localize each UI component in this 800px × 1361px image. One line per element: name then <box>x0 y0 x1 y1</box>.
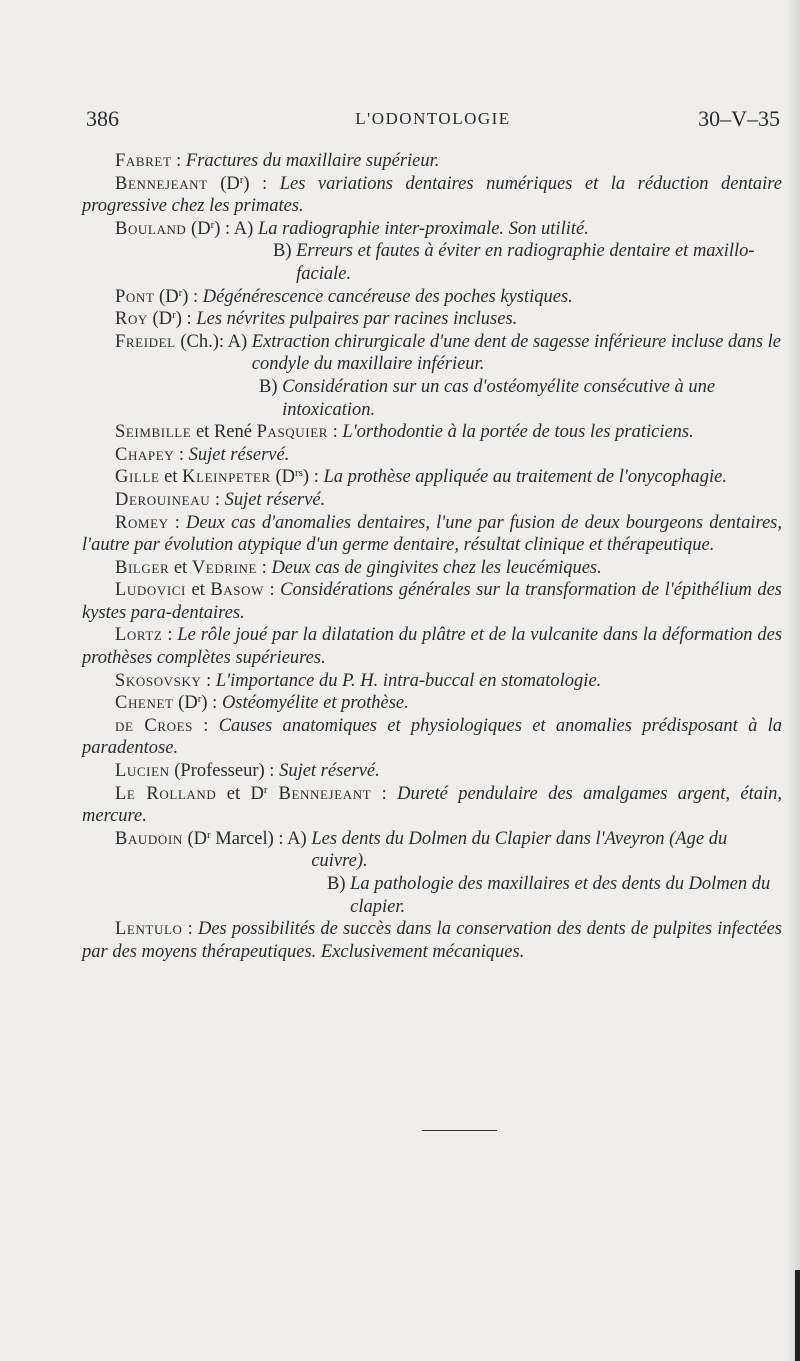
author-name: Skosovsky <box>115 670 202 691</box>
separator: : <box>171 151 186 171</box>
paper-title-a: La radiographie inter-proximale. Son utilité. <box>257 218 589 239</box>
title-suffix: Marcel) : A) <box>210 828 312 849</box>
separator: : <box>174 444 189 465</box>
author-name: Lucien <box>115 761 170 782</box>
paper-title: Les variations dentaires numériques et la réduction dentaire progressive chez les primates. <box>82 173 782 217</box>
entry-pont <box>82 286 782 309</box>
author-name: Bilger <box>115 557 170 578</box>
end-rule <box>422 1130 497 1131</box>
title-prefix: (D <box>182 828 207 849</box>
author-name-2: Kleinpeter <box>182 467 271 488</box>
superscript: r <box>178 286 183 299</box>
paper-title-a: Extraction chirurgicale d'une dent de sagesse inférieure incluse dans le condyle du maxillaire inférieur. <box>251 331 781 375</box>
title-prefix: (D <box>173 693 198 714</box>
title-suffix: ) : <box>182 286 203 307</box>
author-block <box>82 218 258 241</box>
entry-baudoin <box>82 828 782 873</box>
title-prefix: (Ch.): A) <box>175 331 252 352</box>
title-suffix: ) : <box>302 467 324 488</box>
author-block <box>82 331 252 376</box>
author-name: Lortz <box>115 625 163 646</box>
entry-lortz <box>82 624 782 669</box>
paper-title: Considérations générales sur la transformation de l'épithélium des kystes para-dentaires. <box>82 580 783 623</box>
separator: : <box>328 422 343 443</box>
conjunction: et D <box>216 783 264 804</box>
title-suffix: ) : <box>201 693 222 714</box>
author-name: Roy <box>115 309 148 330</box>
title-suffix: ) : <box>175 309 197 330</box>
paper-title-a: Les dents du Dolmen du Clapier dans l'Aveyron (Age du cuivre). <box>311 828 728 872</box>
superscript: rs <box>294 467 303 480</box>
entry-lucien <box>82 760 782 783</box>
superscript: r <box>206 828 211 841</box>
author-name-2: Vedrine <box>191 557 258 578</box>
superscript: r <box>239 173 244 186</box>
author-name: Bennejeant <box>115 173 208 194</box>
communications-list <box>82 150 782 963</box>
entry-ludovici <box>82 579 782 624</box>
author-name: de Croes <box>115 715 193 736</box>
author-name: Derouineau <box>115 489 211 510</box>
entry-roy <box>82 308 782 331</box>
running-header <box>86 106 780 136</box>
paper-title-b: La pathologie des maxillaires et des dents du Dolmen du clapier. <box>350 874 771 917</box>
paper-title: Dureté pendulaire des amalgames argent, étain, mercure. <box>82 783 783 827</box>
paper-title: Dégénérescence cancéreuse des poches kystiques. <box>202 286 573 307</box>
item-label: B) <box>273 241 297 262</box>
paper-title: Causes anatomiques et physiologiques et anomalies prédisposant à la paradentose. <box>82 715 782 759</box>
author-name: Seimbille <box>115 422 192 443</box>
entry-fabret <box>82 150 782 173</box>
paper-title: L'orthodontie à la portée de tous les praticiens. <box>342 422 694 443</box>
paper-title: Les névrites pulpaires par racines incluses. <box>196 309 518 330</box>
author-name: Ludovici <box>115 580 186 601</box>
entry-gille <box>82 466 782 489</box>
author-name-2: Bennejeant <box>267 783 372 804</box>
paper-title: Ostéomyélite et prothèse. <box>221 693 409 714</box>
author-name-2: Basow <box>210 580 264 601</box>
paper-title: Deux cas de gingivites chez les leucémiques. <box>271 557 602 578</box>
superscript: r <box>172 309 176 322</box>
separator: : <box>371 783 398 804</box>
entry-bouland <box>82 218 782 241</box>
entry-derouineau <box>82 489 782 512</box>
separator: : <box>257 557 272 578</box>
entry-le-rolland <box>82 783 782 828</box>
conjunction: et <box>169 557 192 578</box>
item-label: B) <box>327 874 351 894</box>
conjunction: et <box>159 467 183 488</box>
paper-title: L'importance du P. H. intra-buccal en stomatologie. <box>215 670 602 691</box>
separator: (Professeur) : <box>169 761 280 782</box>
author-name: Pont <box>115 286 155 307</box>
entry-freidel <box>82 331 782 376</box>
title-prefix: (D <box>154 286 179 307</box>
journal-title: L'ODONTOLOGIE <box>355 109 511 128</box>
page-edge-shadow <box>786 0 800 1361</box>
paper-title: Des possibilités de succès dans la conservation des dents de pulpites infectées par des moyens thérapeutiques. Exclusivement mécaniques. <box>82 919 782 962</box>
entry-freidel-b <box>82 376 782 421</box>
paper-title: Sujet réservé. <box>188 444 290 465</box>
title-prefix: (D <box>270 467 295 488</box>
separator: : <box>193 715 219 736</box>
entry-bouland-b <box>82 240 782 285</box>
paper-title: Sujet réservé. <box>279 761 380 782</box>
author-name: Freidel <box>115 331 176 352</box>
entry-seimbille <box>82 421 782 444</box>
paper-title: Le rôle joué par la dilatation du plâtre et de la vulcanite dans la déformation des prothèses complètes supérieures. <box>82 625 783 669</box>
author-name: Chenet <box>115 693 174 714</box>
title-prefix: (D <box>207 173 240 194</box>
conjunction: et René <box>191 422 257 443</box>
entry-chenet <box>82 692 782 715</box>
entry-lentulo <box>82 918 782 963</box>
separator: : <box>162 625 178 646</box>
author-name: Fabret <box>115 151 172 171</box>
entry-de-croes <box>82 715 782 760</box>
author-block <box>82 828 311 873</box>
title-prefix: (D <box>186 218 211 239</box>
separator: : <box>168 512 186 533</box>
entry-romey <box>82 512 782 557</box>
page-number: 386 <box>86 106 119 131</box>
paper-title: Fractures du maxillaire supérieur. <box>185 151 440 171</box>
paper-title: Sujet réservé. <box>224 489 326 510</box>
author-name: Romey <box>115 512 169 533</box>
superscript: r <box>210 218 215 231</box>
author-name: Lentulo <box>115 919 183 940</box>
author-name: Gille <box>115 467 160 488</box>
paper-title: Deux cas d'anomalies dentaires, l'une par fusion de deux bourgeons dentaires, l'autre par évolution atypique d'un germe dentaire, résultat clinique et thérapeutique. <box>82 512 783 556</box>
separator: : <box>182 919 198 940</box>
title-suffix: ) : A) <box>214 218 258 239</box>
author-name: Baudoin <box>115 828 183 849</box>
author-name: Chapey <box>115 444 175 465</box>
paper-title-b: Considération sur un cas d'ostéomyélite consécutive à une intoxication. <box>282 376 716 420</box>
item-label: B) <box>259 376 283 397</box>
author-name: Le Rolland <box>115 783 217 804</box>
title-suffix: ) : <box>243 173 280 194</box>
title-prefix: (D <box>147 309 173 330</box>
separator: : <box>210 489 225 510</box>
paper-title: La prothèse appliquée au traitement de l'onycophagie. <box>323 467 727 488</box>
entry-skosovsky <box>82 670 782 693</box>
entry-chapey <box>82 444 782 467</box>
author-name: Bouland <box>115 218 187 239</box>
entry-bennejeant <box>82 173 782 218</box>
author-name-2: Pasquier <box>256 422 329 443</box>
superscript: r <box>197 693 202 706</box>
entry-bilger <box>82 557 782 580</box>
conjunction: et <box>185 580 211 601</box>
paper-title-b: Erreurs et fautes à éviter en radiographie dentaire et maxillo-faciale. <box>296 241 755 284</box>
superscript: r <box>263 783 268 796</box>
entry-baudoin-b <box>82 873 782 918</box>
issue-date: 30–V–35 <box>698 106 780 131</box>
separator: : <box>263 580 281 601</box>
separator: : <box>201 670 216 691</box>
binding-mark <box>795 1270 800 1361</box>
